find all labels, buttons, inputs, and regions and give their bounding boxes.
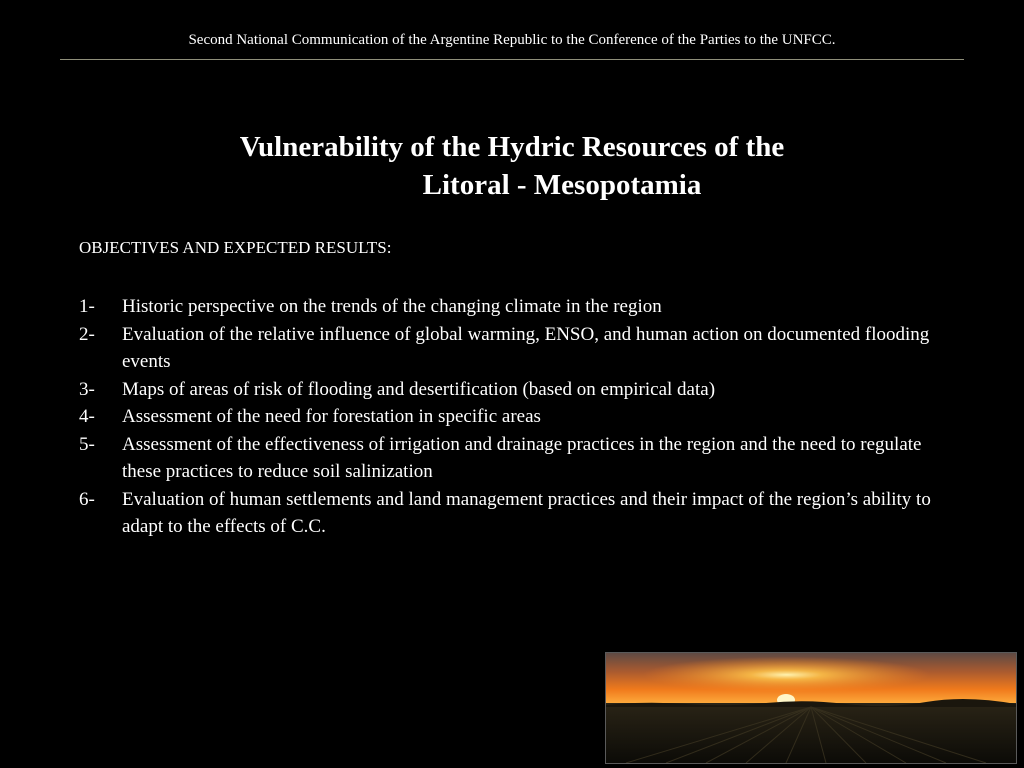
- objective-item: [79, 376, 959, 404]
- objective-item: [79, 431, 959, 486]
- objective-text: Evaluation of the relative influence of global warming, ENSO, and human action on documented flooding events: [122, 323, 930, 372]
- objectives-heading: OBJECTIVES AND EXPECTED RESULTS:: [79, 238, 392, 257]
- objective-text: Assessment of the effectiveness of irrigation and drainage practices in the region and the need to regulate these practices to reduce soil salinization: [122, 433, 922, 482]
- objective-text: Assessment of the need for forestation in specific areas: [122, 406, 541, 427]
- objective-text: Evaluation of human settlements and land management practices and their impact of the region’s ability to adapt to the effects of C.C.: [122, 488, 931, 537]
- objective-item: [79, 293, 959, 321]
- objective-number: 3-: [79, 378, 95, 400]
- header-divider: [60, 59, 964, 60]
- sunset-field-icon: [606, 653, 1016, 763]
- objective-number: 6-: [79, 488, 95, 510]
- objective-item: [79, 403, 959, 431]
- objective-number: 2-: [79, 323, 95, 345]
- slide-title-line-2: Litoral - Mesopotamia: [422, 169, 702, 201]
- objective-item: [79, 486, 959, 541]
- objective-item: [79, 321, 959, 376]
- objective-text: Historic perspective on the trends of the changing climate in the region: [122, 296, 662, 317]
- objective-number: 5-: [79, 433, 95, 455]
- objective-number: 4-: [79, 406, 95, 427]
- slide-title-line-1: Vulnerability of the Hydric Resources of the: [239, 131, 785, 163]
- objective-text: Maps of areas of risk of flooding and desertification (based on empirical data): [122, 378, 716, 400]
- sunset-field-photo: [605, 652, 1017, 764]
- objective-number: 1-: [79, 296, 95, 317]
- slide-header: Second National Communication of the Argentine Republic to the Conference of the Parties to the UNFCC.: [188, 32, 836, 48]
- slide-title: [150, 128, 874, 204]
- objectives-list: [79, 293, 959, 541]
